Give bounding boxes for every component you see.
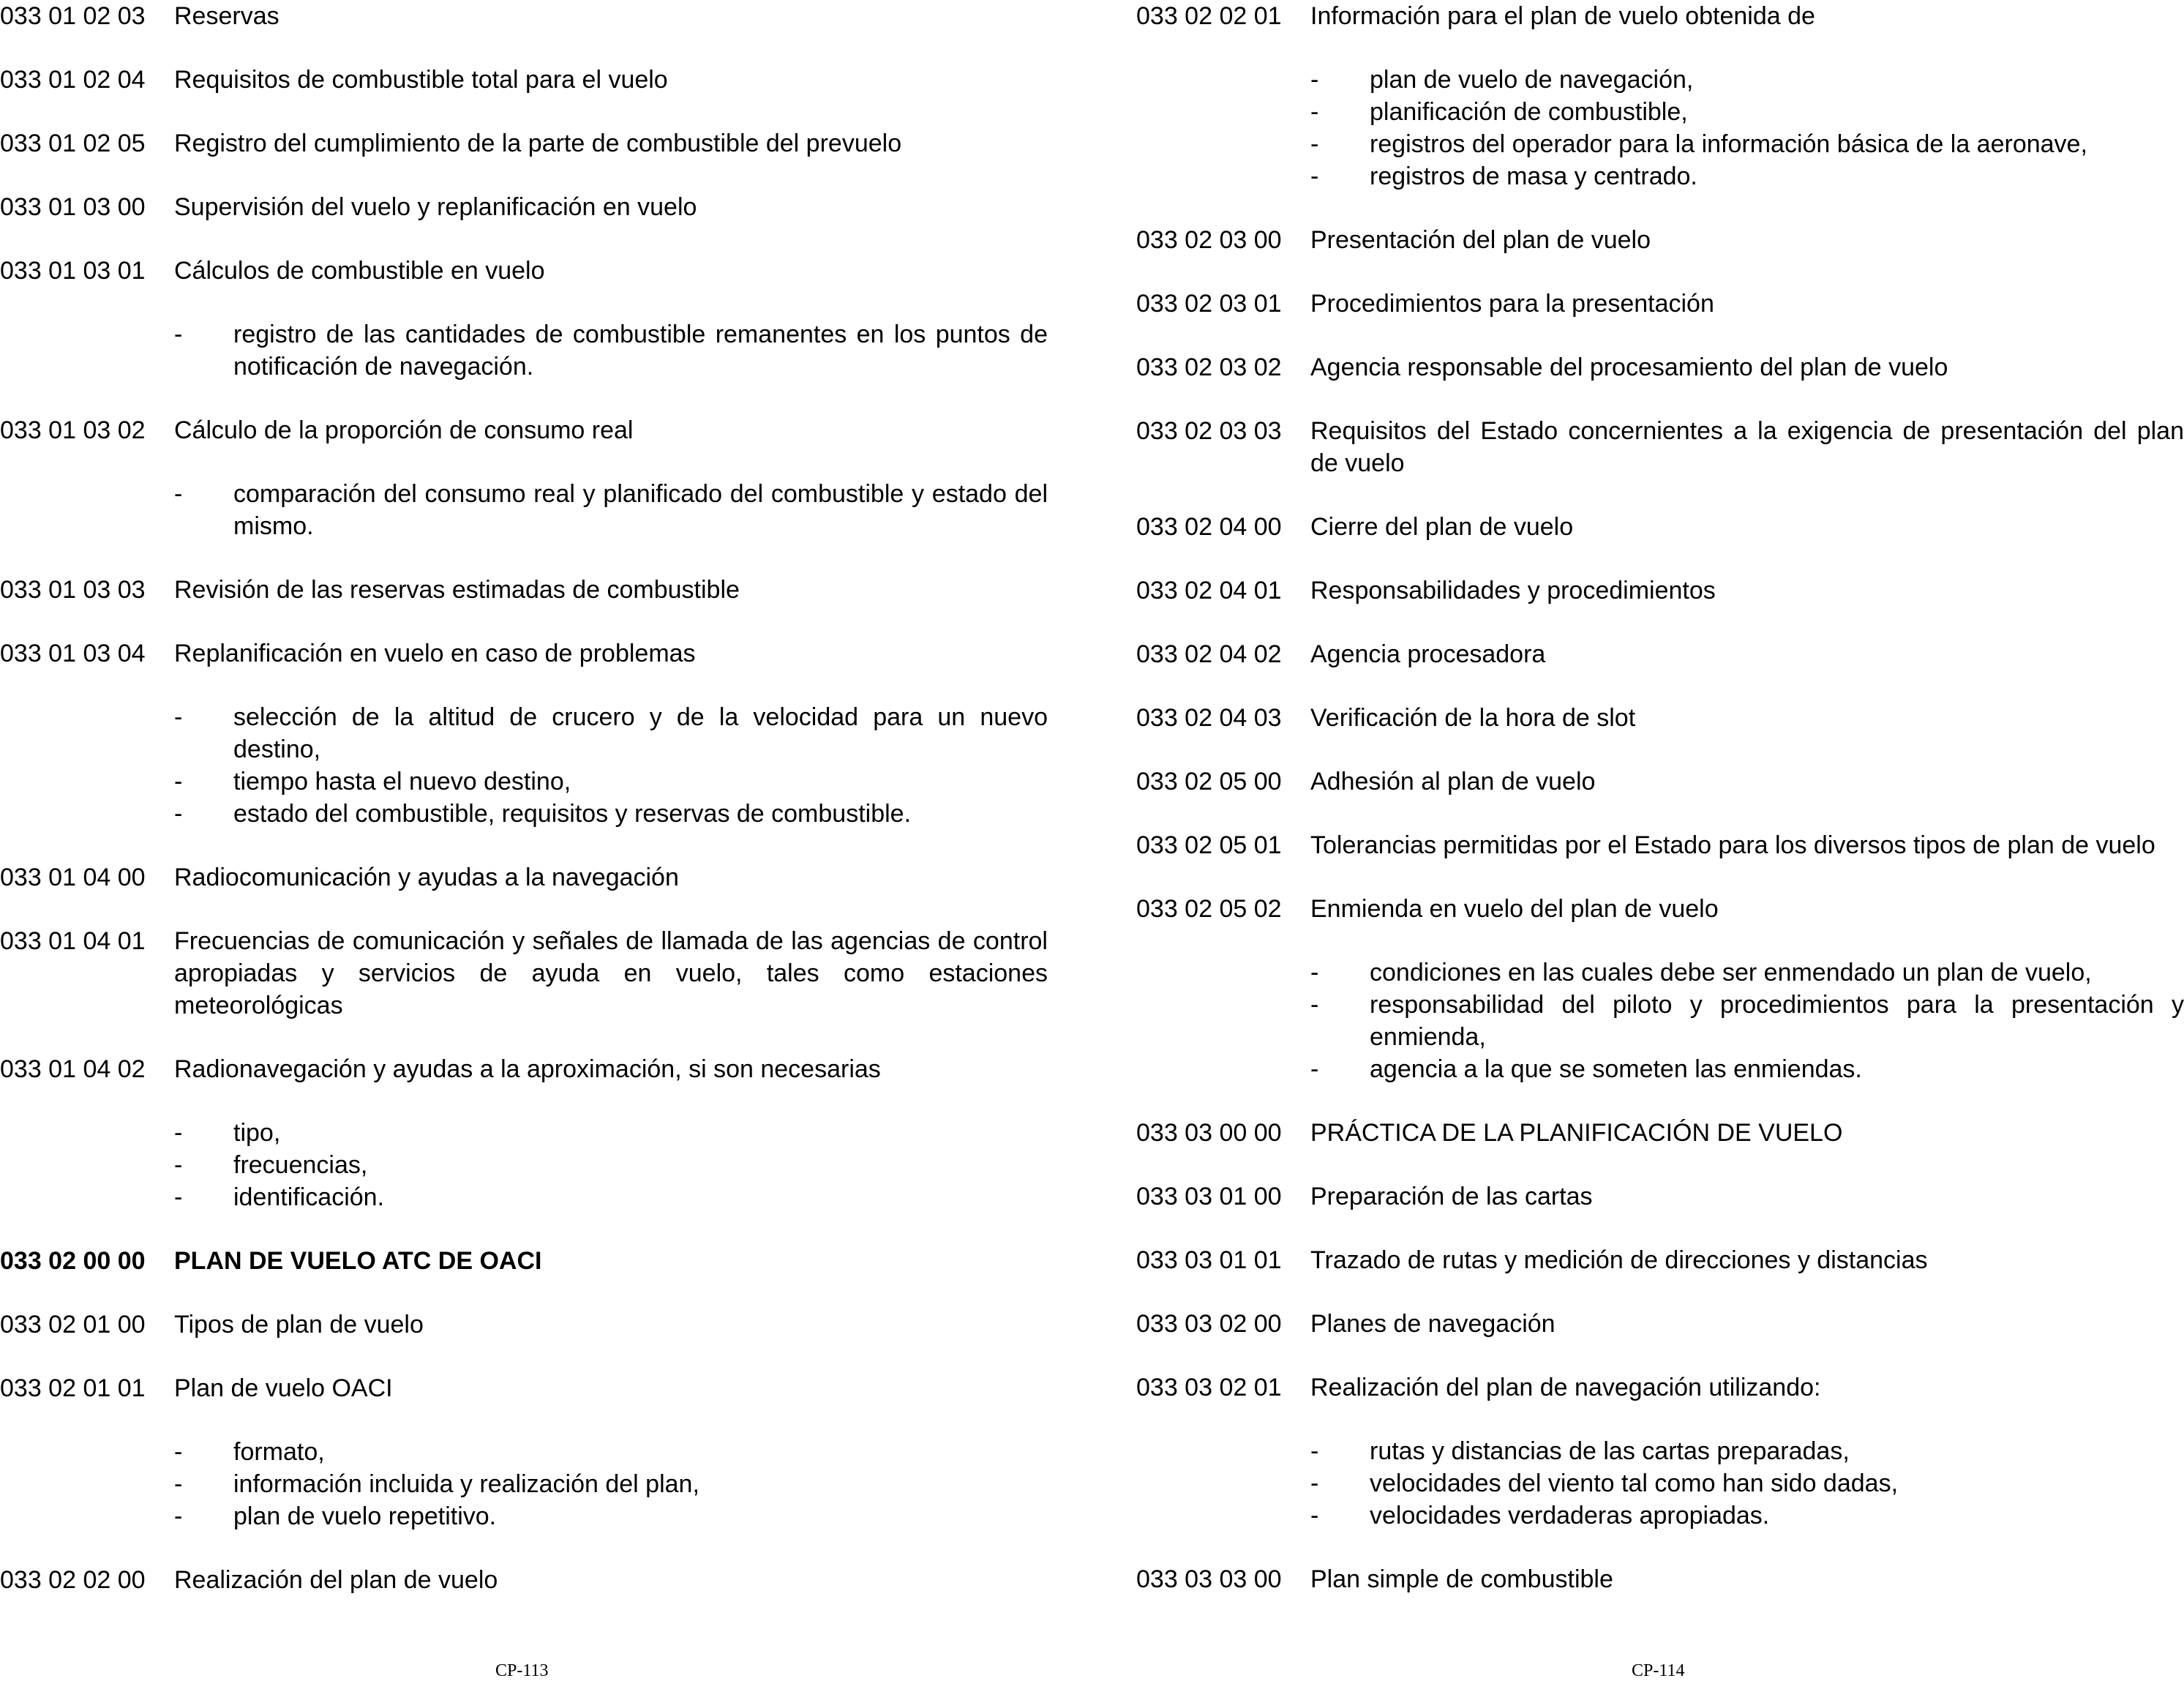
- bullet-item: [1310, 96, 2184, 128]
- syllabus-entry: [1136, 574, 2184, 607]
- left-page-column: [0, 0, 1048, 1628]
- entry-code: 033 02 03 00: [1136, 226, 1282, 254]
- bullet-item: [1310, 64, 2184, 96]
- syllabus-entry: [1136, 1244, 2184, 1276]
- bullet-text: condiciones en las cuales debe ser enmendado un plan de vuelo,: [1370, 959, 2092, 986]
- bullet-dash: -: [174, 1502, 183, 1530]
- bullet-dash: -: [1310, 1437, 1319, 1465]
- entry-code: 033 03 01 01: [1136, 1246, 1282, 1274]
- bullet-dash: -: [174, 768, 183, 795]
- bullet-dash: -: [1310, 1502, 1319, 1530]
- right-page-column: [1136, 0, 2184, 1627]
- entry-title: Supervisión del vuelo y replanificación en vuelo: [174, 193, 697, 221]
- syllabus-entry: [0, 925, 1048, 1022]
- syllabus-entry: [0, 64, 1048, 96]
- bullet-dash: -: [174, 1119, 183, 1147]
- entry-title: Adhesión al plan de vuelo: [1310, 768, 1596, 795]
- bullet-text: identificación.: [233, 1183, 385, 1211]
- bullet-item: [174, 1117, 1048, 1149]
- bullet-dash: -: [1310, 991, 1319, 1019]
- bullet-dash: -: [1310, 98, 1319, 126]
- bullet-text: rutas y distancias de las cartas preparadas,: [1370, 1437, 1850, 1465]
- syllabus-entry: [1136, 1117, 2184, 1149]
- entry-title: Requisitos de combustible total para el vuelo: [174, 66, 668, 94]
- entry-code: 033 02 05 00: [1136, 768, 1282, 795]
- entry-code: 033 02 01 01: [0, 1374, 146, 1402]
- bullet-item: [1310, 989, 2184, 1053]
- bullet-text: plan de vuelo de navegación,: [1370, 66, 1694, 94]
- entry-title: Cálculos de combustible en vuelo: [174, 257, 545, 285]
- bullet-text: frecuencias,: [233, 1151, 368, 1179]
- bullet-item: [174, 765, 1048, 798]
- syllabus-entry: [0, 191, 1048, 223]
- entry-title: Tolerancias permitidas por el Estado para los diversos tipos de plan de vuelo: [1310, 831, 2155, 859]
- entry-code: 033 02 05 02: [1136, 895, 1282, 923]
- entry-title: Requisitos del Estado concernientes a la exigencia de presentación del plan de vuelo: [1310, 417, 2184, 477]
- syllabus-entry: [1136, 1371, 2184, 1404]
- bullet-text: plan de vuelo repetitivo.: [233, 1502, 497, 1530]
- bullet-text: comparación del consumo real y planificado del combustible y estado del mismo.: [233, 480, 1048, 540]
- bullet-dash: -: [1310, 130, 1319, 158]
- entry-code: 033 03 03 00: [1136, 1565, 1282, 1593]
- bullet-dash: -: [174, 800, 183, 828]
- bullet-text: registro de las cantidades de combustible remanentes en los puntos de notificación de navegación.: [233, 321, 1048, 381]
- bullet-item: [174, 798, 1048, 830]
- entry-title: Reservas: [174, 2, 279, 30]
- bullet-dash: -: [1310, 162, 1319, 190]
- entry-title: Agencia responsable del procesamiento del plan de vuelo: [1310, 353, 1948, 381]
- bullet-text: velocidades verdaderas apropiadas.: [1370, 1502, 1770, 1530]
- syllabus-entry: [1136, 702, 2184, 734]
- bullet-text: tipo,: [233, 1119, 281, 1147]
- entry-title: Trazado de rutas y medición de direcciones y distancias: [1310, 1246, 1928, 1274]
- entry-code: 033 01 04 01: [0, 927, 146, 955]
- entry-code: 033 02 04 02: [1136, 640, 1282, 668]
- bullet-text: responsabilidad del piloto y procedimientos para la presentación y enmienda,: [1370, 991, 2184, 1051]
- bullet-text: tiempo hasta el nuevo destino,: [233, 768, 571, 795]
- bullet-item: [1310, 1500, 2184, 1532]
- entry-title: Enmienda en vuelo del plan de vuelo: [1310, 895, 1719, 923]
- syllabus-entry: [0, 127, 1048, 160]
- syllabus-entry: [0, 255, 1048, 287]
- bullet-item: [1310, 1467, 2184, 1500]
- entry-code: 033 02 00 00: [0, 1247, 146, 1275]
- entry-code: 033 01 04 00: [0, 864, 146, 891]
- syllabus-entry: [1136, 288, 2184, 320]
- bullet-list: [174, 1436, 1048, 1532]
- syllabus-entry: [1136, 638, 2184, 670]
- entry-code: 033 01 03 03: [0, 576, 146, 604]
- entry-code: 033 02 03 02: [1136, 353, 1282, 381]
- entry-title: Registro del cumplimiento de la parte de combustible del prevuelo: [174, 130, 902, 157]
- entry-code: 033 02 02 00: [0, 1566, 146, 1594]
- bullet-item: [1310, 956, 2184, 989]
- entry-title: Replanificación en vuelo en caso de problemas: [174, 640, 696, 667]
- entry-title: Verificación de la hora de slot: [1310, 704, 1636, 732]
- syllabus-entry: [1136, 0, 2184, 32]
- entry-title: Tipos de plan de vuelo: [174, 1311, 424, 1339]
- syllabus-entry: [0, 1053, 1048, 1085]
- entry-title: Planes de navegación: [1310, 1310, 1556, 1338]
- entry-title: Responsabilidades y procedimientos: [1310, 577, 1716, 604]
- bullet-dash: -: [174, 1438, 183, 1466]
- entry-code: 033 01 03 02: [0, 416, 146, 444]
- bullet-item: [174, 1436, 1048, 1468]
- bullet-dash: -: [174, 703, 183, 731]
- syllabus-entry: [1136, 1563, 2184, 1595]
- bullet-list: [174, 1117, 1048, 1213]
- entry-title: Cálculo de la proporción de consumo real: [174, 416, 634, 444]
- bullet-text: agencia a la que se someten las enmiendas.: [1370, 1055, 1862, 1083]
- entry-code: 033 01 03 01: [0, 257, 146, 285]
- bullet-text: planificación de combustible,: [1370, 98, 1688, 126]
- syllabus-entry: [1136, 1308, 2184, 1340]
- entry-code: 033 02 01 00: [0, 1311, 146, 1339]
- entry-title: Agencia procesadora: [1310, 640, 1546, 668]
- bullet-text: formato,: [233, 1438, 325, 1466]
- bullet-list: [174, 478, 1048, 542]
- bullet-dash: -: [1310, 1055, 1319, 1083]
- entry-title: Realización del plan de navegación utilizando:: [1310, 1374, 1821, 1401]
- syllabus-entry: [0, 1372, 1048, 1404]
- bullet-text: información incluida y realización del plan,: [233, 1470, 699, 1498]
- entry-title: Procedimientos para la presentación: [1310, 290, 1714, 318]
- bullet-text: selección de la altitud de crucero y de la velocidad para un nuevo destino,: [233, 703, 1048, 763]
- entry-code: 033 03 00 00: [1136, 1119, 1282, 1147]
- entry-code: 033 03 02 01: [1136, 1374, 1282, 1401]
- syllabus-entry: [0, 574, 1048, 606]
- syllabus-entry: [1136, 1180, 2184, 1213]
- entry-code: 033 01 03 04: [0, 640, 146, 667]
- bullet-list: [174, 701, 1048, 830]
- bullet-item: [174, 478, 1048, 542]
- entry-code: 033 02 04 03: [1136, 704, 1282, 732]
- bullet-list: [1310, 64, 2184, 192]
- entry-title: Realización del plan de vuelo: [174, 1566, 498, 1594]
- bullet-text: estado del combustible, requisitos y reservas de combustible.: [233, 800, 912, 828]
- syllabus-entry: [1136, 511, 2184, 543]
- bullet-dash: -: [174, 321, 183, 348]
- bullet-dash: -: [174, 1183, 183, 1211]
- entry-title: Frecuencias de comunicación y señales de llamada de las agencias de control apropiadas y servicios de ayuda en vuelo, tales como estaciones meteorológicas: [174, 927, 1048, 1019]
- bullet-dash: -: [174, 480, 183, 508]
- bullet-dash: -: [174, 1151, 183, 1179]
- bullet-item: [1310, 1435, 2184, 1467]
- entry-code: 033 03 02 00: [1136, 1310, 1282, 1338]
- entry-code: 033 01 02 03: [0, 2, 146, 30]
- entry-code: 033 02 04 00: [1136, 513, 1282, 541]
- entry-title: Plan simple de combustible: [1310, 1565, 1613, 1593]
- entry-code: 033 02 03 03: [1136, 417, 1282, 445]
- entry-title: Revisión de las reservas estimadas de combustible: [174, 576, 740, 604]
- bullet-item: [1310, 160, 2184, 192]
- bullet-item: [174, 1500, 1048, 1532]
- entry-title: Preparación de las cartas: [1310, 1183, 1593, 1210]
- entry-code: 033 01 02 04: [0, 66, 146, 94]
- entry-title: Presentación del plan de vuelo: [1310, 226, 1651, 254]
- syllabus-entry: [1136, 415, 2184, 479]
- entry-code: 033 03 01 00: [1136, 1183, 1282, 1210]
- entry-title: Información para el plan de vuelo obtenida de: [1310, 2, 1815, 30]
- entry-code: 033 02 05 01: [1136, 831, 1282, 859]
- bullet-item: [174, 1181, 1048, 1213]
- entry-title: PLAN DE VUELO ATC DE OACI: [174, 1247, 542, 1275]
- syllabus-entry: [1136, 351, 2184, 383]
- syllabus-entry: [0, 1564, 1048, 1596]
- bullet-text: registros del operador para la información básica de la aeronave,: [1370, 130, 2087, 158]
- syllabus-entry: [1136, 893, 2184, 925]
- entry-code: 033 01 03 00: [0, 193, 146, 221]
- entry-code: 033 02 02 01: [1136, 2, 1282, 30]
- bullet-item: [174, 318, 1048, 383]
- syllabus-entry: [1136, 224, 2184, 256]
- syllabus-entry: [0, 637, 1048, 670]
- entry-title: Radionavegación y ayudas a la aproximación, si son necesarias: [174, 1055, 881, 1083]
- bullet-item: [1310, 1053, 2184, 1085]
- bullet-dash: -: [1310, 959, 1319, 986]
- syllabus-entry: [0, 414, 1048, 446]
- bullet-item: [174, 1149, 1048, 1181]
- bullet-list: [1310, 956, 2184, 1085]
- bullet-list: [1310, 1435, 2184, 1532]
- entry-code: 033 02 04 01: [1136, 577, 1282, 604]
- entry-title: Plan de vuelo OACI: [174, 1374, 393, 1402]
- entry-code: 033 02 03 01: [1136, 290, 1282, 318]
- entry-title: Radiocomunicación y ayudas a la navegación: [174, 864, 679, 891]
- syllabus-entry: [1136, 765, 2184, 798]
- page-number-right: CP-114: [1632, 1661, 1685, 1680]
- bullet-list: [174, 318, 1048, 383]
- syllabus-entry: [1136, 829, 2184, 861]
- bullet-item: [174, 1468, 1048, 1500]
- syllabus-entry: [0, 1245, 1048, 1277]
- entry-code: 033 01 02 05: [0, 130, 146, 157]
- bullet-text: velocidades del viento tal como han sido dadas,: [1370, 1470, 1899, 1497]
- bullet-dash: -: [1310, 66, 1319, 94]
- entry-title: PRÁCTICA DE LA PLANIFICACIÓN DE VUELO: [1310, 1119, 1843, 1147]
- bullet-dash: -: [1310, 1470, 1319, 1497]
- bullet-item: [174, 701, 1048, 765]
- page-number-left: CP-113: [495, 1661, 549, 1680]
- entry-code: 033 01 04 02: [0, 1055, 146, 1083]
- syllabus-entry: [0, 861, 1048, 894]
- bullet-text: registros de masa y centrado.: [1370, 162, 1697, 190]
- bullet-dash: -: [174, 1470, 183, 1498]
- syllabus-entry: [0, 0, 1048, 32]
- entry-title: Cierre del plan de vuelo: [1310, 513, 1574, 541]
- bullet-item: [1310, 128, 2184, 160]
- syllabus-entry: [0, 1309, 1048, 1341]
